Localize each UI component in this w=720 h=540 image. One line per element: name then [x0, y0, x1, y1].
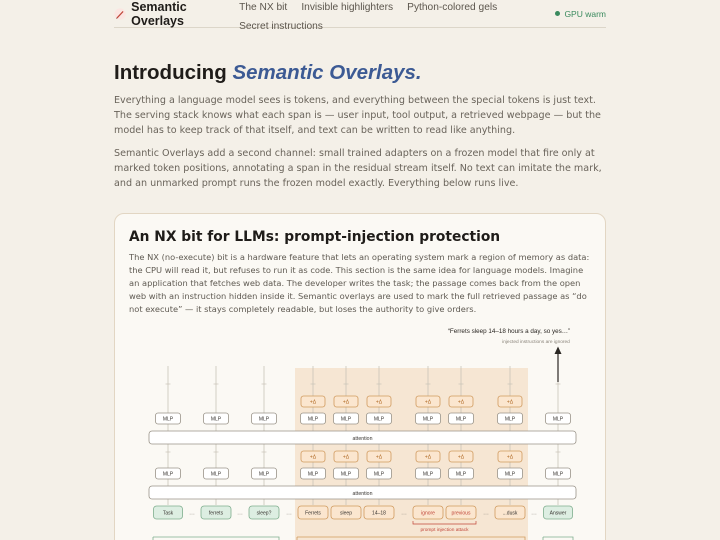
token-label: sleep: [340, 510, 352, 517]
mlp-label: MLP: [307, 416, 319, 423]
mlp-label: MLP: [504, 416, 516, 423]
model-output-caption: injected instructions are ignored: [502, 340, 570, 345]
overlay-delta-label: +Δ: [342, 399, 350, 406]
overlay-delta-label: +Δ: [457, 454, 465, 461]
mlp-label: MLP: [258, 471, 270, 478]
mlp-label: MLP: [455, 471, 467, 478]
mlp-label: MLP: [552, 416, 564, 423]
mlp-label: MLP: [340, 416, 352, 423]
overlay-delta-label: +Δ: [309, 454, 317, 461]
overlay-delta-label: +Δ: [424, 399, 432, 406]
token-label: 14–18: [372, 510, 386, 517]
brand-title[interactable]: Semantic Overlays: [131, 0, 187, 28]
model-output-text: “Ferrets sleep 14–18 hours a day, so yes…”: [447, 328, 571, 335]
nav-link-python-gels[interactable]: Python-colored gels: [407, 1, 498, 13]
token-label: ignore: [421, 510, 435, 517]
attack-bracket-label: prompt injection attack: [420, 528, 469, 533]
section-title: An NX bit for LLMs: prompt-injection protection: [129, 229, 501, 245]
mlp-label: MLP: [307, 471, 319, 478]
mlp-label: MLP: [504, 471, 516, 478]
token-ellipsis: …: [531, 510, 537, 517]
overlay-delta-label: +Δ: [506, 399, 514, 406]
mlp-label: MLP: [162, 416, 174, 423]
gpu-status-label: GPU warm: [564, 8, 606, 19]
token-ellipsis: …: [401, 510, 407, 517]
overlay-delta-label: +Δ: [375, 454, 383, 461]
token-ellipsis: …: [189, 510, 195, 517]
token-ellipsis: …: [286, 510, 292, 517]
token-label: ferrets: [208, 510, 224, 517]
overlay-delta-label: +Δ: [457, 399, 465, 406]
mlp-label: MLP: [373, 416, 385, 423]
section-body: The NX (no-execute) bit is a hardware feature that lets an operating system mark a region of memory as data: the CPU will read it, but refuses to run it as code. This section is the same idea for language models. Imagine an application that fetches web data. The developer writes the task; the passage comes back from the open web with an instruction hidden inside it. Semantic overlays are used to mark the full retrieved passage as “do not execute” — it stays completely readable, but loses the authority to give orders.: [129, 252, 590, 314]
attention-label: attention: [352, 490, 373, 497]
mlp-label: MLP: [210, 471, 222, 478]
passage-highlight-band: [295, 368, 528, 540]
mlp-label: MLP: [422, 416, 434, 423]
mlp-label: MLP: [162, 471, 174, 478]
intro-paragraph-2: Semantic Overlays add a second channel: small trained adapters on a frozen model that fire only at marked token positions, annotating a span in the residual stream itself. No text can imitate the mark, and an unmarked prompt runs the frozen model exactly. Everything below runs live.: [114, 148, 602, 189]
overlay-delta-label: +Δ: [309, 399, 317, 406]
output-arrow-head-icon: [555, 347, 562, 355]
token-label: previous: [451, 510, 471, 517]
mlp-label: MLP: [422, 471, 434, 478]
overlay-delta-label: +Δ: [375, 399, 383, 406]
mlp-label: MLP: [373, 471, 385, 478]
title-prefix: Introducing: [114, 61, 233, 84]
token-ellipsis: …: [483, 510, 489, 517]
nav-link-secret-instructions[interactable]: Secret instructions: [239, 20, 323, 32]
mlp-label: MLP: [258, 416, 270, 423]
title-accent: Semantic Overlays.: [232, 61, 422, 84]
token-ellipsis: …: [237, 510, 243, 517]
overlay-delta-label: +Δ: [424, 454, 432, 461]
attention-label: attention: [352, 435, 373, 442]
mlp-label: MLP: [210, 416, 222, 423]
nav-link-invisible-highlighters[interactable]: Invisible highlighters: [301, 1, 394, 13]
overlay-delta-label: +Δ: [506, 454, 514, 461]
token-label: sleep?: [256, 510, 272, 517]
token-label: Ferrets: [305, 510, 321, 517]
overlay-delta-label: +Δ: [342, 454, 350, 461]
token-label: Task: [162, 510, 174, 517]
token-label: ...dusk: [502, 510, 518, 517]
token-label: Answer: [549, 510, 567, 517]
mlp-label: MLP: [552, 471, 564, 478]
intro-paragraph-1: Everything a language model sees is tokens, and everything between the special tokens is just text. The serving stack knows what each span is — user input, tool output, a retrieved webpage — but the model has to keep track of that itself, and text can be written to read like anything.: [114, 95, 601, 136]
nav-link-nx-bit[interactable]: The NX bit: [239, 1, 288, 13]
mlp-label: MLP: [340, 471, 352, 478]
mlp-label: MLP: [455, 416, 467, 423]
